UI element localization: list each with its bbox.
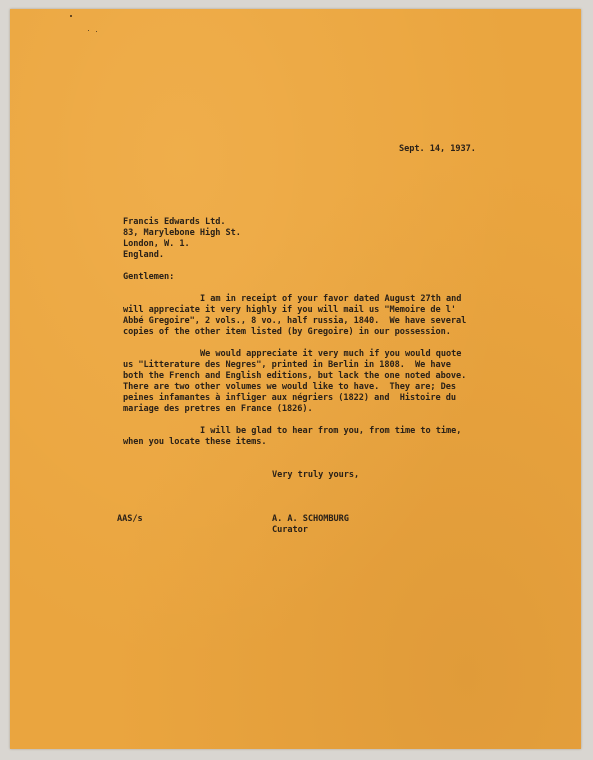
recipient-country: England. bbox=[123, 250, 164, 260]
letter-date: Sept. 14, 1937. bbox=[399, 144, 476, 154]
closing: Very truly yours, bbox=[272, 470, 360, 480]
paragraph-line: both the French and English editions, but lack the one noted above. bbox=[123, 371, 467, 381]
paragraph-line: will appreciate it very highly if you will mail us "Memoire de l' bbox=[123, 305, 457, 315]
paragraph-line: I will be glad to hear from you, from time to time, bbox=[200, 426, 462, 436]
paper-speck bbox=[96, 31, 97, 32]
signatory-title: Curator bbox=[272, 525, 308, 535]
paragraph-line: mariage des pretres en France (1826). bbox=[123, 404, 313, 414]
signatory-name: A. A. SCHOMBURG bbox=[272, 514, 349, 524]
paragraph-line: when you locate these items. bbox=[123, 437, 267, 447]
recipient-city: London, W. 1. bbox=[123, 239, 190, 249]
paper-speck bbox=[70, 15, 72, 17]
recipient-name: Francis Edwards Ltd. bbox=[123, 217, 226, 227]
letter-sheet bbox=[10, 9, 581, 749]
paragraph-line: copies of the other item listed (by Gregoire) in our possession. bbox=[123, 327, 451, 337]
paragraph-line: peines infamantes à infliger aux négriers (1822) and Histoire du bbox=[123, 393, 457, 403]
salutation: Gentlemen: bbox=[123, 272, 175, 282]
paragraph-line: Abbé Gregoire", 2 vols., 8 vo., half russia, 1840. We have several bbox=[123, 316, 467, 326]
paragraph-line: us "Litterature des Negres", printed in Berlin in 1808. We have bbox=[123, 360, 451, 370]
paragraph-line: I am in receipt of your favor dated August 27th and bbox=[200, 294, 462, 304]
paper-speck bbox=[88, 30, 89, 31]
paragraph-line: We would appreciate it very much if you would quote bbox=[200, 349, 462, 359]
recipient-street: 83, Marylebone High St. bbox=[123, 228, 241, 238]
paragraph-line: There are two other volumes we would like to have. They are; Des bbox=[123, 382, 457, 392]
typist-initials: AAS/s bbox=[117, 514, 143, 524]
